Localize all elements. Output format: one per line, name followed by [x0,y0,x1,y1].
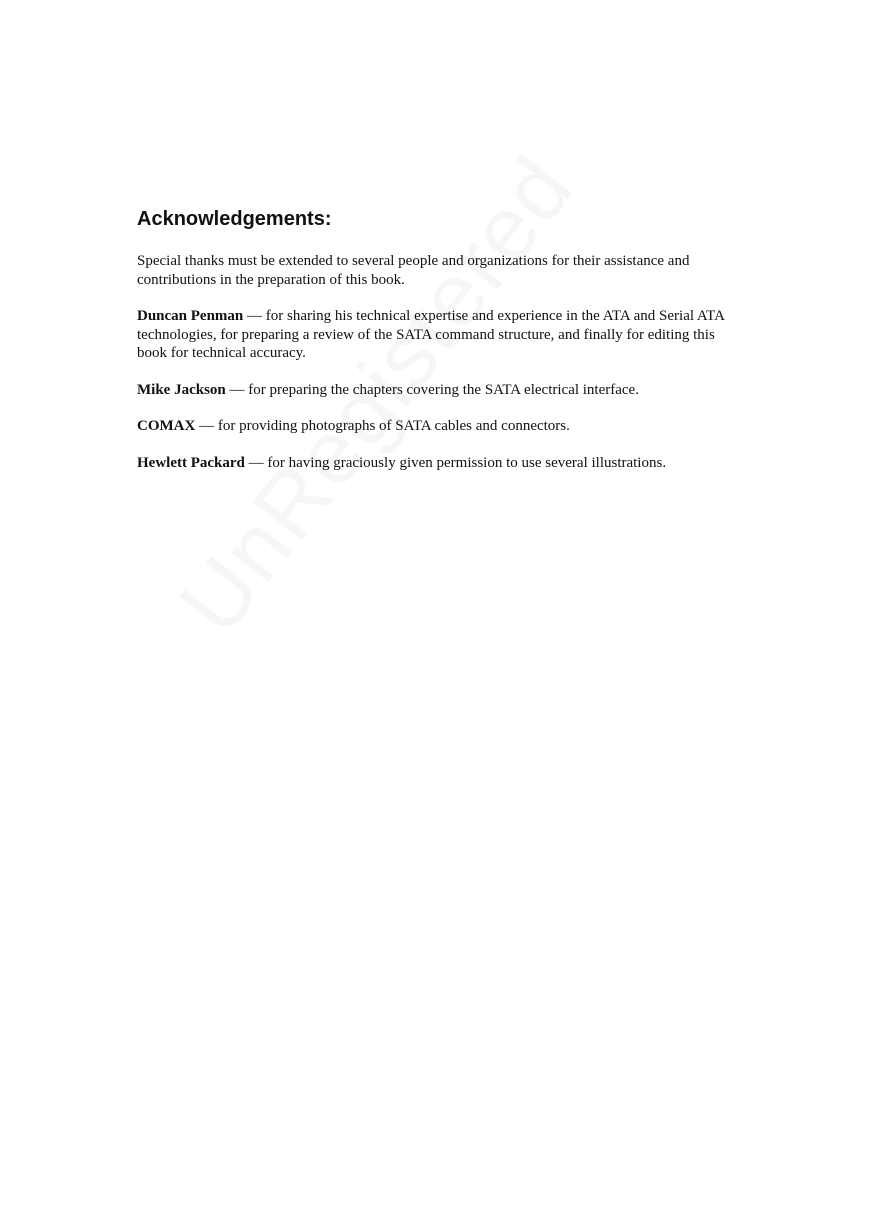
entry-name: Mike Jackson [137,381,226,398]
entry-text: — for preparing the chapters covering the SATA electrical interface. [225,381,639,398]
acknowledgement-entry-duncan-penman [137,307,737,363]
acknowledgements-section [137,206,737,490]
entry-name: COMAX [137,418,196,434]
acknowledgement-entry-mike-jackson [137,381,737,400]
page-title: Acknowledgements: [137,208,332,230]
entry-text: — for providing photographs of SATA cables and connectors. [195,418,570,434]
acknowledgement-entry-hewlett-packard [137,454,737,473]
intro-paragraph: Special thanks must be extended to several people and organizations for their assistance and contributions in the preparation of this book. [137,253,690,288]
entry-text: — for having graciously given permission to use several illustrations. [244,454,667,471]
acknowledgement-entry-comax [137,417,737,436]
entry-name: Duncan Penman [137,308,244,324]
entry-text: — for sharing his technical expertise and experience in the ATA and Serial ATA technologies, for preparing a review of the SATA command structure, and finally for editing this book for technical accuracy. [137,308,725,361]
entry-name: Hewlett Packard [137,454,245,471]
